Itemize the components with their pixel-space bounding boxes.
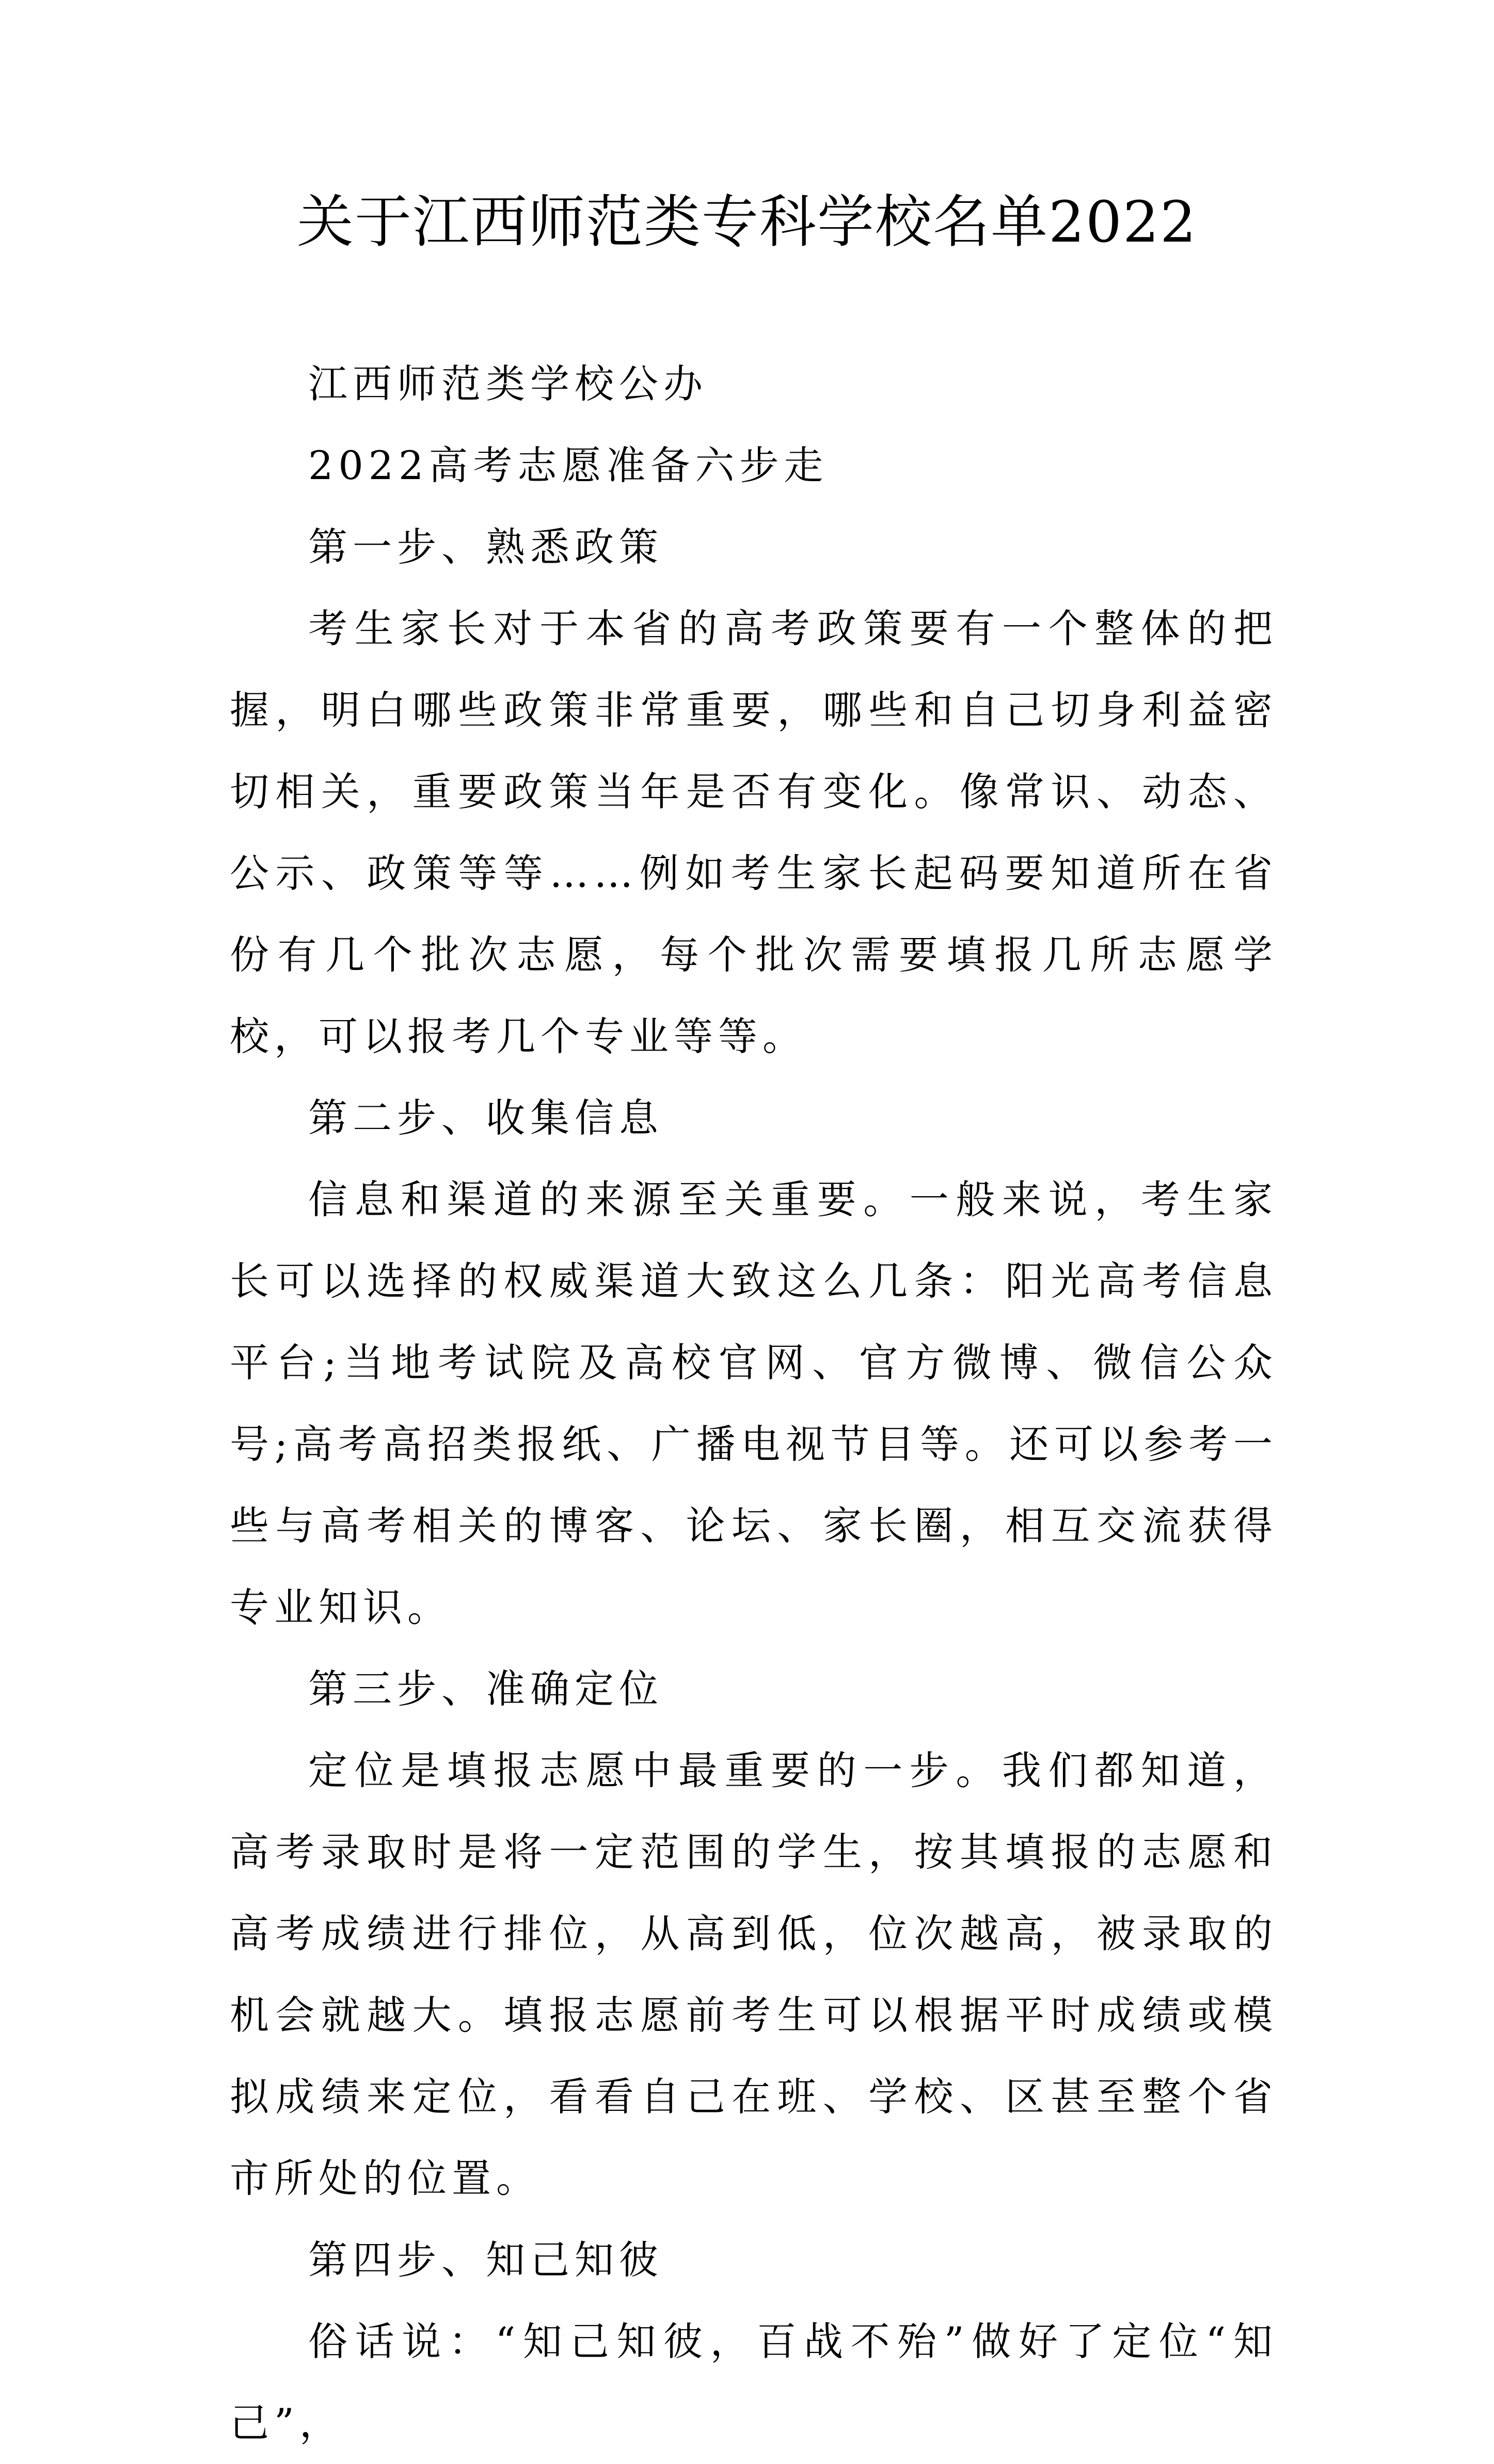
paragraph-six-steps-heading: 2022高考志愿准备六步走	[308, 442, 829, 488]
document-title: 关于江西师范类专科学校名单2022	[297, 189, 1197, 255]
paragraph-public-schools: 江西师范类学校公办	[308, 361, 708, 407]
paragraph-step-four-heading: 第四步、知己知彼	[308, 2237, 663, 2283]
paragraph-step-three-body: 定位是填报志愿中最重要的一步。我们都知道，高考录取时是将一定范围的学生，按其填报的志愿和高考成绩进行排位，从高到低，位次越高，被录取的机会就越大。填报志愿前考生可以根据平时成绩或模拟成绩来定位，看看自己在班、学校、区甚至整个省市所处的位置。	[230, 1747, 1278, 2201]
paragraph-step-three-heading: 第三步、准确定位	[308, 1666, 663, 1712]
paragraph-step-one-heading: 第一步、熟悉政策	[308, 524, 663, 570]
document-body	[230, 343, 1278, 2464]
paragraph-step-four-body: 俗话说：“知己知彼，百战不殆”做好了定位“知己”，	[230, 2318, 1278, 2446]
paragraph-step-two-heading: 第二步、收集信息	[308, 1095, 663, 1141]
paragraph-step-two-body: 信息和渠道的来源至关重要。一般来说，考生家长可以选择的权威渠道大致这么几条：阳光高考信息平台;当地考试院及高校官网、官方微博、微信公众号;高考高招类报纸、广播电视节目等。还可以参考一些与高考相关的博客、论坛、家长圈，相互交流获得专业知识。	[230, 1177, 1278, 1630]
paragraph-step-one-body: 考生家长对于本省的高考政策要有一个整体的把握，明白哪些政策非常重要，哪些和自己切身利益密切相关，重要政策当年是否有变化。像常识、动态、公示、政策等等……例如考生家长起码要知道所在省份有几个批次志愿，每个批次需要填报几所志愿学校，可以报考几个专业等等。	[230, 606, 1278, 1059]
